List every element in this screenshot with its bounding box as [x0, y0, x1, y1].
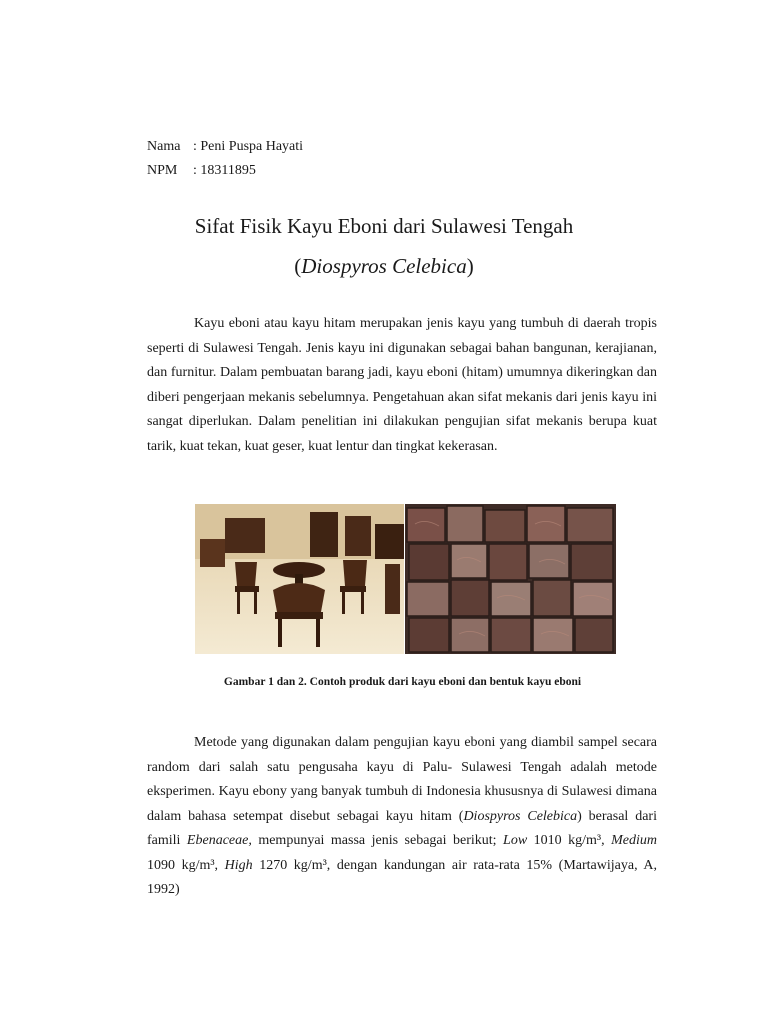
npm-label: NPM: [147, 163, 178, 178]
method-text-1: Metode yang digunakan dalam pengujian kayu eboni yang diambil sampel secara random dari salah satu pengusaha kayu di Palu- Sulawesi Tengah adalah metode eksperimen. Kayu ebony yang banyak tumbuh di Indonesia khususnya di Sulawesi dimana dalam bahasa setempat disebut sebagai kayu hitam (: [147, 735, 657, 824]
density-medium-label: Medium: [611, 833, 657, 848]
species-name: Diospyros Celebica: [301, 254, 467, 278]
density-low-value: 1010 kg/m³,: [527, 833, 612, 848]
density-medium-value: 1090 kg/m³,: [147, 857, 225, 873]
author-name-row: [147, 139, 303, 155]
document-title: Sifat Fisik Kayu Eboni dari Sulawesi Tengah: [194, 214, 574, 238]
method-family-name: Ebenaceae,: [186, 833, 252, 848]
density-high-value: 1270 kg/m³, dengan kandungan air rata-rata 15% (Martawijaya, A, 1992): [147, 857, 657, 897]
method-paragraph: [147, 731, 657, 903]
density-high-label: High: [224, 857, 253, 873]
name-label: Nama: [147, 139, 181, 154]
ebony-furniture-image: [195, 504, 404, 654]
subtitle-open-paren: (: [294, 254, 302, 278]
ebony-furniture-photo: [195, 504, 404, 654]
name-value: : Peni Puspa Hayati: [193, 139, 304, 154]
density-low-label: Low: [503, 833, 528, 848]
npm-row: [147, 163, 256, 179]
figure-caption: Gambar 1 dan 2. Contoh produk dari kayu eboni dan bentuk kayu eboni: [223, 676, 582, 688]
intro-paragraph-text: Kayu eboni atau kayu hitam merupakan jenis kayu yang tumbuh di daerah tropis seperti di Sulawesi Tengah. Jenis kayu ini digunakan sebagai bahan bangunan, kerajianan, dan furnitur. Dalam pembuatan barang jadi, kayu eboni (hitam) umumnya dikeringkan dan diberi pengerjaan mekanis sebelumnya. Pengetahuan akan sifat mekanis dari jenis kayu ini sangat diperlukan. Dalam penelitian ini dilakukan pengujian sifat mekanis berupa kuat tarik, kuat tekan, kuat geser, kuat lentur dan tingkat kekerasan.: [147, 316, 657, 454]
intro-paragraph: [147, 312, 657, 459]
ebony-wood-blocks-photo: [405, 504, 616, 654]
ebony-wood-blocks-image: [405, 504, 616, 654]
method-paragraph-text: [147, 731, 657, 903]
subtitle-close-paren: ): [466, 254, 474, 278]
method-species-name: Diospyros Celebica: [463, 808, 578, 824]
document-subtitle: [0, 254, 768, 278]
method-text-3: mempunyai massa jenis sebagai berikut;: [251, 833, 504, 848]
npm-value: : 18311895: [193, 163, 256, 178]
method-text-2: ) berasal dari famili: [147, 808, 657, 848]
